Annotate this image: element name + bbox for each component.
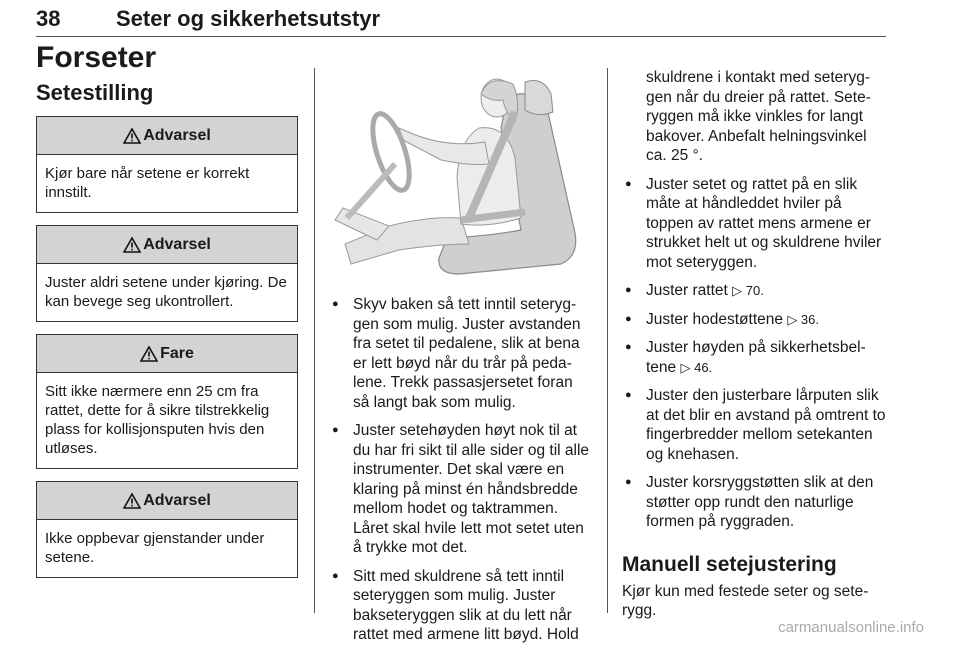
danger-label: Fare — [160, 344, 194, 362]
page-number: 38 — [36, 6, 61, 31]
page-reference-link[interactable]: ▷ 46. — [680, 359, 713, 375]
warning-header — [37, 117, 297, 155]
section-title: Forseter — [36, 41, 157, 74]
column-left — [36, 40, 298, 590]
danger-header — [37, 335, 297, 373]
danger-text: Sitt ikke nærmere enn 25 cm fra rattet, dette for å sikre tilstrekkelig plass for kollisjonsputen hvis den utløses. — [45, 383, 270, 457]
warning-label: Advarsel — [143, 235, 211, 253]
watermark: carmanualsonline.info — [778, 619, 924, 636]
list-item: ● Sitt med skuldrene så tett inntil seteryggen som mulig. Juster bakseteryggen slik at du lett når rattet med armene litt bøyd. Hold — [329, 567, 593, 645]
danger-box — [36, 334, 298, 469]
column-divider — [607, 68, 608, 613]
list-item-text: Juster setet og rattet på en slik måte at håndleddet hviler på toppen av rattet mens armene er strukket helt ut og skuldrene hviler mot seteryggen. — [646, 175, 882, 271]
warning-text: Ikke oppbevar gjenstander under setene. — [45, 530, 265, 566]
list-item-text: Juster korsryggstøtten slik at den støtter opp rundt den naturlige formen på ryggraden. — [646, 474, 874, 530]
list-item — [622, 281, 886, 301]
warning-label: Advarsel — [143, 126, 211, 144]
list-item-text: Juster hodestøttene — [646, 310, 788, 328]
page-reference-link[interactable]: ▷ 36. — [787, 311, 819, 327]
list-item-text: Juster rattet — [646, 282, 733, 299]
column-divider — [314, 68, 315, 613]
column-right — [622, 68, 886, 621]
list-item — [622, 386, 886, 464]
list-item — [622, 175, 886, 273]
list-item-text: Juster høyden på sikkerhetsbeltene — [646, 339, 866, 376]
seat-adjustment-list-continued — [622, 175, 886, 532]
warning-header — [37, 482, 297, 520]
list-item: ● Skyv baken så tett inntil seteryggen som mulig. Juster avstanden fra setet til pedalene, slik at bena er lett bøyd når du trår på pedalene. Trekk passasjersetet foran så langt bak som mulig. — [329, 295, 593, 412]
warning-triangle-icon — [123, 237, 141, 253]
warning-text: Juster aldri setene under kjøring. De kan bevege seg ukontrollert. — [45, 274, 287, 310]
section-subtitle: Setestilling — [36, 80, 154, 105]
warning-box — [36, 481, 298, 578]
list-item — [622, 310, 886, 330]
warning-header — [37, 226, 297, 264]
seat-adjustment-list — [329, 295, 593, 645]
warning-label: Advarsel — [143, 491, 211, 509]
page-reference-link[interactable]: ▷ 70. — [732, 283, 764, 298]
list-item-text: Juster den justerbare lårputen slik at det blir en avstand på omtrent to fingerbredder mellom setekanten og knehasen. — [646, 387, 886, 463]
warning-triangle-icon — [140, 346, 158, 362]
list-item — [622, 338, 886, 377]
seated-driver-illustration — [329, 68, 593, 276]
list-item-continuation: skuldrene i kontakt med seteryggen når du dreier på rattet. Seteryggen må ikke vinkles for langt bakover. Anbefalt helningsvinkel ca. 25 °. — [646, 69, 871, 164]
warning-box — [36, 225, 298, 322]
list-item: ● Juster setehøyden høyt nok til at du har fri sikt til alle sider og til alle instrumenter. Det skal være en klaring på minst én håndsbredde mellom hodet og taktrammen. Låret skal hvile lett mot setet uten å trykke mot det. — [329, 421, 593, 558]
subsection-text: Kjør kun med festede seter og seterygg. — [622, 582, 869, 619]
list-item — [622, 473, 886, 532]
column-middle — [329, 68, 593, 654]
subsection-title: Manuell setejustering — [622, 552, 837, 576]
warning-triangle-icon — [123, 128, 141, 144]
page-header-title: Seter og sikkerhetsutstyr — [116, 6, 381, 31]
warning-triangle-icon — [123, 493, 141, 509]
warning-text: Kjør bare når setene er korrekt innstilt. — [45, 165, 250, 201]
warning-box — [36, 116, 298, 213]
header-rule — [36, 36, 886, 37]
